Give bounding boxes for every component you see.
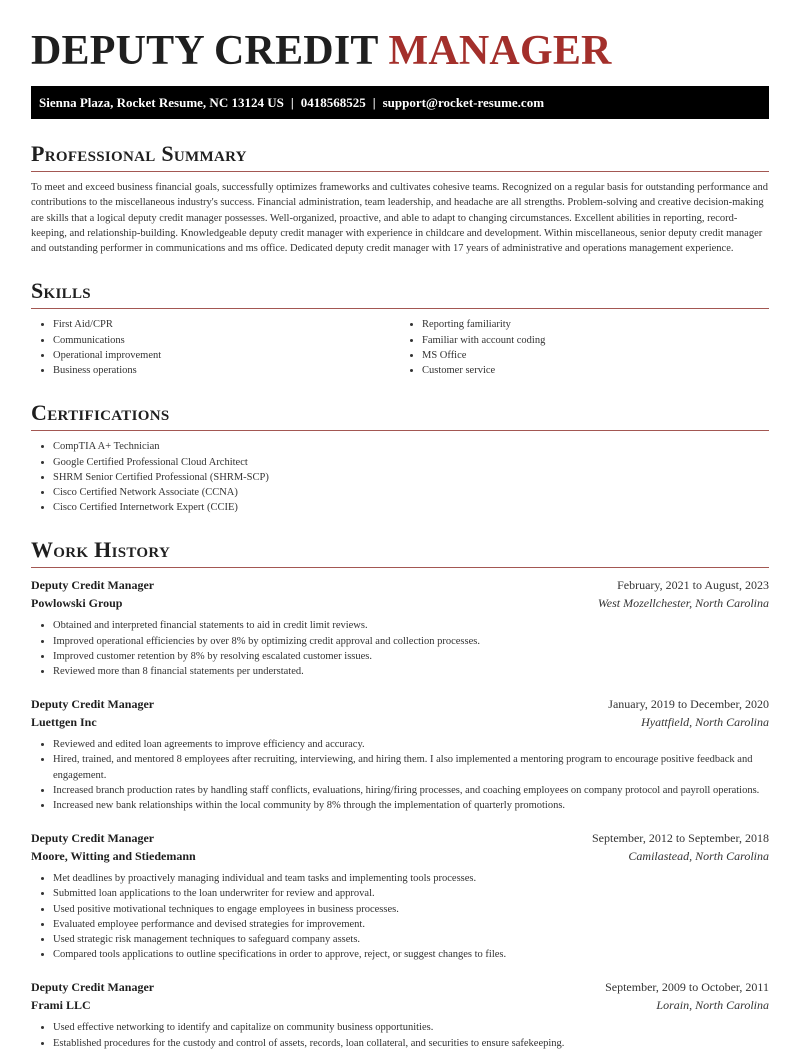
skills-list	[31, 317, 769, 378]
certification-item: • Google Certified Professional Cloud Architect	[53, 455, 769, 470]
job-bullets	[31, 871, 769, 962]
job-bullet: • Improved customer retention by 8% by resolving escalated customer issues.	[53, 649, 769, 664]
contact-separator: |	[290, 95, 294, 110]
job-location: Lorain, North Carolina	[656, 998, 769, 1013]
section-divider	[31, 567, 769, 568]
skill-item: • Familiar with account coding	[422, 333, 769, 348]
skill-item: • First Aid/CPR	[53, 317, 400, 332]
job-title: Deputy Credit Manager	[31, 831, 155, 846]
job-bullet: • Evaluated employee performance and devised strategies for improvement.	[53, 917, 769, 932]
certification-item: • SHRM Senior Certified Professional (SHRM-SCP)	[53, 470, 769, 485]
job-title: Deputy Credit Manager	[31, 697, 155, 712]
job-dates: September, 2009 to October, 2011	[605, 980, 769, 995]
job-company: Luettgen Inc	[31, 715, 97, 730]
job-entry	[31, 695, 769, 813]
job-location: Hyattfield, North Carolina	[641, 715, 769, 730]
contact-separator: |	[372, 95, 376, 110]
job-bullet: • Improved operational efficiencies by over 8% by optimizing credit approval and collection processes.	[53, 634, 769, 649]
certification-item: • Cisco Certified Network Associate (CCNA)	[53, 485, 769, 500]
job-subheader	[31, 594, 769, 612]
skill-item: • MS Office	[422, 348, 769, 363]
job-bullet: • Reviewed and edited loan agreements to improve efficiency and accuracy.	[53, 737, 769, 752]
job-bullet: • Used strategic risk management techniques to safeguard company assets.	[53, 932, 769, 947]
certifications-heading: Certifications	[31, 400, 170, 426]
certifications-list	[31, 439, 769, 515]
title-accent: MANAGER	[388, 28, 612, 74]
job-company: Frami LLC	[31, 998, 91, 1013]
summary-text: To meet and exceed business financial goals, successfully optimizes frameworks and cultivates cohesive teams. Recognized on a regular basis for outstanding performance and contributions to the miscellaneous industry's success. Financial administration, team leadership, and headache are all strengths. Problem-solving and creative decision-making are skills that a logical deputy credit manager possesses. Well-organized, proactive, and able to adapt to changing circumstances. Excellent abilities in reporting, record-keeping, and relationship-building. Knowledgeable deputy credit manager with experience in childcare and development. Within miscellaneous, senior deputy credit manager and outstanding performer in communications and ms office. Dedicated deputy credit manager with 17 years of administrative and operations management experience.	[31, 182, 768, 255]
job-bullet: • Obtained and interpreted financial statements to aid in credit limit reviews.	[53, 618, 769, 633]
job-bullet: • Submitted loan applications to the loan underwriter for review and approval.	[53, 886, 769, 901]
title-main: DEPUTY CREDIT	[31, 28, 378, 74]
summary-heading: Professional Summary	[31, 141, 247, 166]
skills-column-right	[400, 317, 769, 378]
skill-item: • Communications	[53, 333, 400, 348]
job-dates: February, 2021 to August, 2023	[617, 578, 769, 593]
job-bullet: • Compared tools applications to outline specifications in order to approve, reject, or suggest changes to files.	[53, 947, 769, 962]
skill-item: • Customer service	[422, 363, 769, 378]
job-location: Camilastead, North Carolina	[628, 849, 769, 864]
job-dates: September, 2012 to September, 2018	[591, 831, 769, 846]
job-header	[31, 978, 769, 996]
skills-heading: Skills	[31, 278, 91, 304]
job-bullet: • Met deadlines by proactively managing individual and team tasks and implementing tools processes.	[53, 871, 769, 886]
job-title: Deputy Credit Manager	[31, 578, 155, 593]
contact-email[interactable]: support@rocket-resume.com	[382, 95, 545, 110]
job-subheader	[31, 713, 769, 731]
contact-phone: 0418568525	[300, 95, 366, 110]
contact-bar	[31, 86, 769, 119]
job-bullets	[31, 618, 769, 679]
skill-item: • Reporting familiarity	[422, 317, 769, 332]
job-company: Moore, Witting and Stiedemann	[31, 849, 196, 864]
job-header	[31, 829, 769, 847]
job-bullet: • Reviewed more than 8 financial statements per understated.	[53, 664, 769, 679]
job-subheader	[31, 847, 769, 865]
job-entry	[31, 829, 769, 962]
work-history-heading: Work History	[31, 537, 171, 563]
job-header	[31, 695, 769, 713]
job-bullet: • Hired, trained, and mentored 8 employees after recruiting, interviewing, and hiring them. I also implemented a mentoring program to encourage positive feedback and engagement.	[53, 752, 769, 782]
job-bullets	[31, 737, 769, 813]
skill-item: • Operational improvement	[53, 348, 400, 363]
section-divider	[31, 308, 769, 309]
job-company: Powlowski Group	[31, 596, 123, 611]
section-divider	[31, 171, 769, 172]
job-bullets	[31, 1020, 769, 1050]
certification-item: • Cisco Certified Internetwork Expert (CCIE)	[53, 500, 769, 515]
job-bullet: • Established procedures for the custody and control of assets, records, loan collateral, and securities to ensure safekeeping.	[53, 1036, 769, 1051]
contact-address: Sienna Plaza, Rocket Resume, NC 13124 US	[39, 95, 284, 110]
job-bullet: • Used effective networking to identify and capitalize on community business opportunities.	[53, 1020, 769, 1035]
job-bullet: • Increased branch production rates by handling staff conflicts, evaluations, hiring/firing processes, and coaching employees on company protocol and payroll operations.	[53, 783, 769, 798]
certification-item: • CompTIA A+ Technician	[53, 439, 769, 454]
job-entry	[31, 978, 769, 1050]
job-bullet: • Used positive motivational techniques to engage employees in business processes.	[53, 902, 769, 917]
job-dates: January, 2019 to December, 2020	[608, 697, 769, 712]
job-bullet: • Increased new bank relationships within the local community by 8% through the implementation of quarterly promotions.	[53, 798, 769, 813]
job-title: Deputy Credit Manager	[31, 980, 155, 995]
job-subheader	[31, 996, 769, 1014]
resume-title	[31, 0, 769, 76]
skills-column-left	[31, 317, 400, 378]
job-entry	[31, 576, 769, 679]
job-location: West Mozellchester, North Carolina	[597, 596, 769, 611]
section-divider	[31, 430, 769, 431]
skill-item: • Business operations	[53, 363, 400, 378]
job-header	[31, 576, 769, 594]
